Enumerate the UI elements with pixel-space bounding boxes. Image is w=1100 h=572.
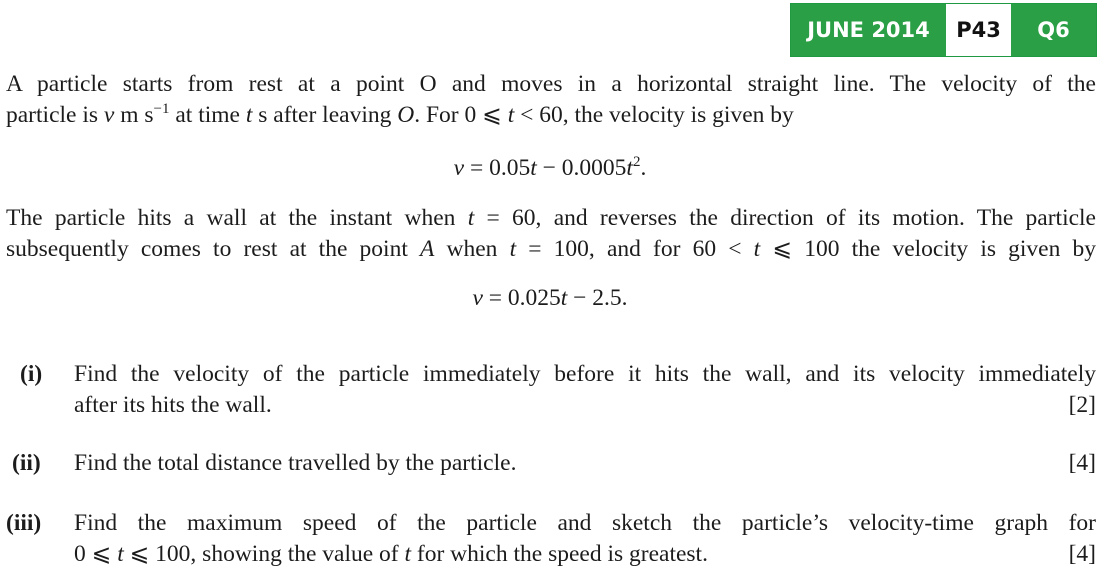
part-number: (i)	[20, 361, 43, 387]
part-iii	[6, 508, 1096, 570]
exam-date-label: JUNE 2014	[791, 4, 946, 56]
part-text-line-2: 0 ⩽ t ⩽ 100, showing the value of t for which the speed is greatest.	[74, 541, 708, 567]
marks-label: [4]	[1068, 541, 1096, 567]
part-i	[6, 359, 1096, 421]
part-text-line-1: Find the total distance travelled by the particle.	[74, 450, 517, 476]
intro-paragraph	[6, 69, 1096, 131]
part-text-line-1: Find the velocity of the particle immediately before it hits the wall, and its velocity immediately	[74, 361, 1096, 387]
velocity-equation-1: $v = 0.05t - 0.0005t^2$.	[453, 154, 647, 181]
part-ii	[6, 448, 1096, 479]
intro-line-1: A particle starts from rest at a point O and moves in a horizontal straight line. The velocity of the	[6, 71, 1096, 97]
velocity-equation-2: v = 0.025t − 2.5.	[472, 285, 628, 311]
wall-paragraph	[6, 203, 1096, 265]
marks-label: [4]	[1068, 450, 1096, 476]
header-banner	[790, 3, 1097, 57]
intro-line-2: particle is v m $s^{-1}$ at time t s after leaving O. For 0 ⩽ t < 60, the velocity is given by	[6, 101, 794, 128]
part-number: (ii)	[12, 450, 41, 476]
marks-label: [2]	[1068, 392, 1096, 418]
wall-line-2: subsequently comes to rest at the point A when t = 100, and for 60 < t ⩽ 100 the velocity is given by	[6, 236, 1097, 262]
wall-line-1: The particle hits a wall at the instant when t = 60, and reverses the direction of its motion. The particle	[6, 205, 1096, 231]
question-number-label: Q6	[1011, 4, 1096, 56]
part-text-line-2: after its hits the wall.	[74, 392, 272, 418]
part-number: (iii)	[6, 510, 42, 536]
paper-code-label: P43	[946, 4, 1011, 56]
part-text-line-1: Find the maximum speed of the particle and sketch the particle’s velocity-time graph for	[74, 510, 1096, 536]
